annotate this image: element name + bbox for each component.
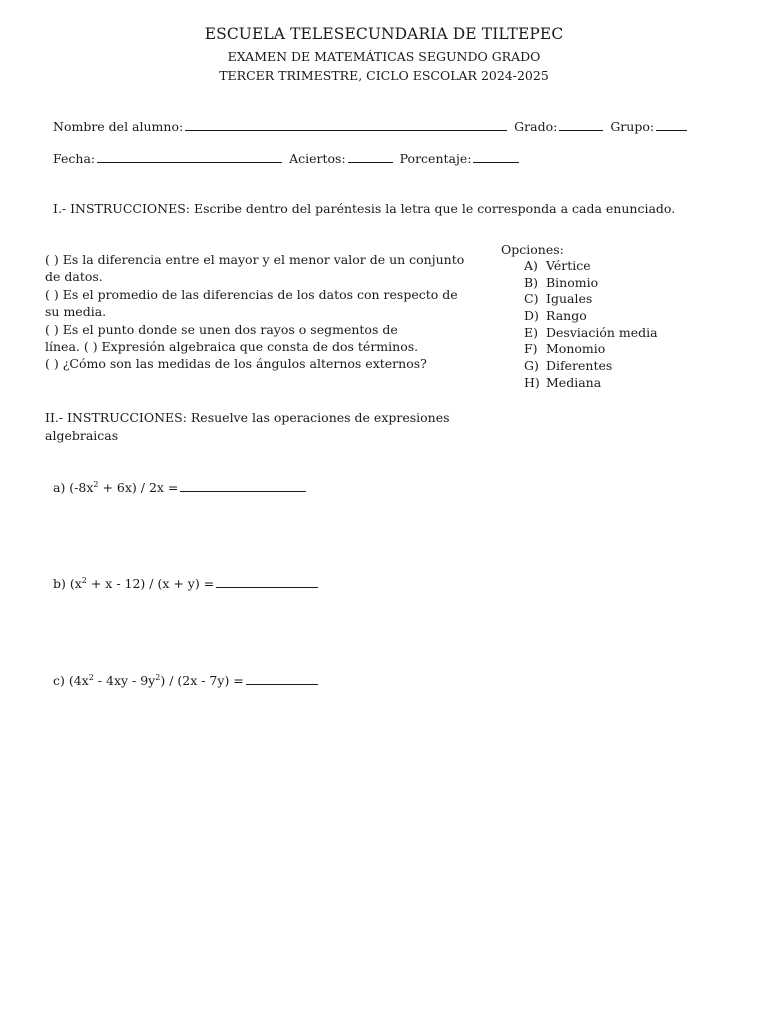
exercise-b: b) $(x^2 + x - 12) / (x + y)$ = <box>53 575 321 591</box>
question-line: ( ) Es el punto donde se unen dos rayos o segmentos de <box>45 322 398 337</box>
question-line: ( ) Es la diferencia entre el mayor y el menor valor de un conjunto <box>45 252 465 267</box>
hits-blank[interactable] <box>348 150 393 163</box>
student-name-blank[interactable] <box>185 118 507 131</box>
exercise-a: a) $(-8x^2 + 6x) / 2x$ = <box>53 479 309 495</box>
question-list <box>45 252 475 373</box>
student-name-label: Nombre del alumno: <box>53 119 184 134</box>
option-item: E) Desviación media <box>524 324 658 340</box>
question-line: ( ) Es el promedio de las diferencias de los datos con respecto de <box>45 287 458 302</box>
percent-blank[interactable] <box>473 150 519 163</box>
option-item: D) Rango <box>524 308 587 324</box>
school-title: ESCUELA TELESECUNDARIA DE TILTEPEC <box>204 25 564 43</box>
options-list <box>524 258 658 392</box>
section2-instructions-line2: algebraicas <box>45 428 119 443</box>
date-blank[interactable] <box>97 150 282 163</box>
answer-blank[interactable] <box>216 575 318 588</box>
score-info-row <box>53 150 522 166</box>
hits-label: Aciertos: <box>289 151 346 166</box>
group-label: Grupo: <box>610 119 655 134</box>
grade-label: Grado: <box>514 119 558 134</box>
student-info-row <box>53 118 690 134</box>
question-line: ( ) ¿Cómo son las medidas de los ángulos alternos externos? <box>45 356 427 371</box>
option-item: C) Iguales <box>524 291 593 307</box>
option-item: G) Diferentes <box>524 358 613 374</box>
grade-blank[interactable] <box>559 118 603 131</box>
option-item: B) Binomio <box>524 274 599 290</box>
answer-blank[interactable] <box>180 479 306 492</box>
exam-title: EXAMEN DE MATEMÁTICAS SEGUNDO GRADO <box>227 49 541 64</box>
option-item: H) Mediana <box>524 374 602 390</box>
option-item: F) Monomio <box>524 341 606 357</box>
exercise-c: c) $(4x^2 - 4xy - 9y^2) / (2x - 7y)$ = <box>53 672 321 688</box>
section2-instructions-line1: II.- INSTRUCCIONES: Resuelve las operaciones de expresiones <box>45 410 450 425</box>
options-title: Opciones: <box>501 242 564 257</box>
percent-label: Porcentaje: <box>399 151 472 166</box>
exam-period: TERCER TRIMESTRE, CICLO ESCOLAR 2024-2025 <box>219 68 549 83</box>
group-blank[interactable] <box>656 118 687 131</box>
section1-instructions: I.- INSTRUCCIONES: Escribe dentro del paréntesis la letra que le corresponda a cada enunciado. <box>53 201 676 216</box>
question-line: de datos. <box>45 268 103 284</box>
answer-blank[interactable] <box>246 672 318 685</box>
option-item: A) Vértice <box>524 258 591 273</box>
question-line: su media. <box>45 303 107 319</box>
date-label: Fecha: <box>53 151 96 166</box>
question-line: línea. ( ) Expresión algebraica que consta de dos términos. <box>45 338 419 354</box>
